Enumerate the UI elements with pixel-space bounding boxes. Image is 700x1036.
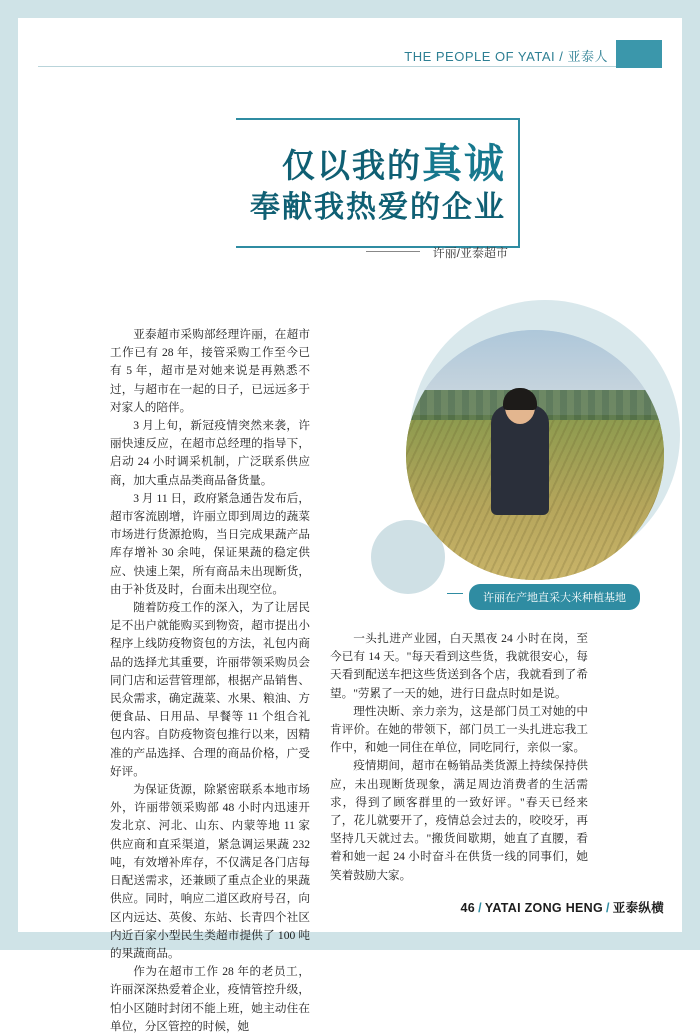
header-accent-block [616,40,662,68]
magazine-name-en: YATAI ZONG HENG [484,901,604,915]
page-border-left [0,0,18,950]
paragraph: 亚泰超市采购部经理许丽，在超市工作已有 28 年，接管采购工作至今已有 5 年，超市是对她来说是再熟悉不过，与超市在一起的日子，已远远多于对家人的陪伴。 [110,328,310,414]
photo-caption: 许丽在产地直采大米种植基地 [469,584,640,610]
title-line1-text: 仅以我的 [282,149,422,185]
paragraph: 随着防疫工作的深入，为了让居民足不出户就能购买到物资，超市提出小程序上线防疫物资包的方法，礼包内商品的选择尤其重要，许丽带领采购员会同门店和运营管理部，根据产品销售、民众需求，确定蔬菜、水果、粮油、方便食品、日用品、早餐等 11 个组合礼包内容。自防疫物资包推行以来，因精准的产品选择、合理的商品价格，广受好评。 [110,601,310,778]
page-footer [461,898,664,916]
paragraph: 为保证货源，除紧密联系本地市场外，许丽带领采购部 48 小时内迅速开发北京、河北、山东、内蒙等地 11 家供应商和直采渠道，紧急调运果蔬 232 吨，有效增补库存，不仅满足各门店每日配送需求，还兼顾了重点企业的果蔬供应。同时，响应二道区政府号召，向区内远达、英俊、东站、长青四个社区内近百家小型民生类超市提供了 100 吨的果蔬商品。 [110,783,310,960]
article-title-block [200,118,520,258]
page-border-top [0,0,700,18]
page-title-line-1 [282,132,506,189]
article-photo [406,330,664,580]
header-label-en: THE PEOPLE OF YATAI [404,49,556,64]
page-border-right [682,0,700,950]
page-border-bottom [0,932,700,950]
page-title-line-2: 奉献我热爱的企业 [250,191,506,224]
paragraph: 作为在超市工作 28 年的老员工，许丽深深热爱着企业，疫情管控升级，怕小区随时封闭不能上班，她主动住在单位，分区管控的时候，她 [110,965,310,1033]
body-column-left [110,326,310,1036]
paragraph: 3 月上旬，新冠疫情突然来袭，许丽快速反应，在超市总经理的指导下，启动 24 小时调采机制，广泛联系供应商，加大重点品类商品备货量。 [110,419,310,487]
footer-separator-1: / [478,901,482,915]
paragraph: 疫情期间，超市在畅销品类货源上持续保持供应，未出现断货现象，满足周边消费者的生活需求，得到了顾客群里的一致好评。"春天已经来了，花儿就要开了，疫情总会过去的，咬咬牙，再坚持几天就过去。"搬货间歇期，她直了直腰，看着和她一起 24 小时奋斗在供货一线的同事们，她笑着鼓励大家。 [330,759,588,882]
header-label-cn: 亚泰人 [567,49,608,64]
title-line1-highlight: 真诚 [422,141,506,186]
header-section-label [404,46,608,65]
page-header [18,40,682,74]
page-number: 46 [460,901,476,915]
header-label-separator: / [559,49,564,64]
paragraph: 理性决断、亲力亲为，这是部门员工对她的中肯评价。在她的带领下，部门员工一头扎进忘我工作中，和她一同住在单位，同吃同行，亲似一家。 [330,704,588,755]
paragraph: 3 月 11 日，政府紧急通告发布后，超市客流剧增，许丽立即到周边的蔬菜市场进行货源抢购，当日完成果蔬产品库存增补 30 余吨，保证果蔬的稳定供应、快速上架，所有商品未出现断货，由于补货及时，台面未出现空位。 [110,491,310,596]
footer-separator-2: / [606,901,610,915]
header-divider [38,66,662,67]
article-byline: 许丽/亚泰超市 [432,246,508,260]
magazine-name-cn: 亚泰纵横 [612,901,664,915]
byline-divider [366,251,420,252]
paragraph: 一头扎进产业园，白天黑夜 24 小时在岗，至今已有 14 天。"每天看到这些货，我就很安心，每天看到配送车把这些货送到各个店，我就看到了希望。"劳累了一天的她，进行日盘点时如是说。 [330,632,588,700]
body-column-right [330,630,588,885]
